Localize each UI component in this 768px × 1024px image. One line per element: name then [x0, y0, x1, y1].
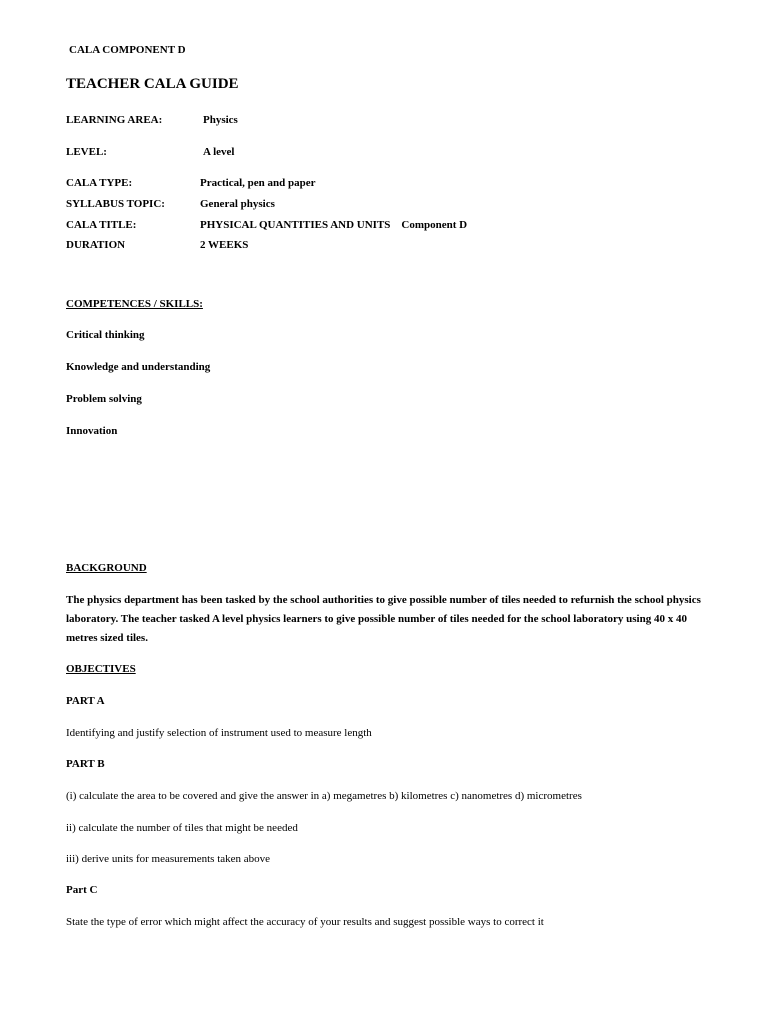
competences-heading: COMPETENCES / SKILLS: — [66, 298, 203, 310]
syllabus-topic-label: SYLLABUS TOPIC: — [66, 198, 165, 210]
part-b-item: iii) derive units for measurements taken above — [66, 853, 271, 865]
duration-value: 2 WEEKS — [200, 239, 249, 251]
learning-area-label: LEARNING AREA: — [66, 114, 163, 126]
objectives-heading: OBJECTIVES — [66, 663, 136, 675]
cala-type-label: CALA TYPE: — [66, 177, 133, 189]
level-value: A level — [203, 146, 235, 158]
competence-item: Innovation — [66, 425, 118, 437]
part-b-item: ii) calculate the number of tiles that might be needed — [66, 822, 298, 834]
syllabus-topic-value: General physics — [200, 198, 275, 210]
part-c-heading: Part C — [66, 884, 98, 896]
cala-title-label: CALA TITLE: — [66, 219, 137, 231]
level-label: LEVEL: — [66, 146, 107, 158]
part-a-text: Identifying and justify selection of instrument used to measure length — [66, 727, 372, 739]
cala-type-value: Practical, pen and paper — [200, 177, 316, 189]
background-paragraph: The physics department has been tasked by the school authorities to give possible number of tiles needed to refurnish the school physics laboratory. The teacher tasked A level physics learners to give possible number of tiles needed for the school laboratory using 40 x 40 metres sized tiles. — [66, 594, 701, 644]
competence-item: Knowledge and understanding — [66, 361, 211, 373]
learning-area-value: Physics — [203, 114, 238, 126]
page-title: TEACHER CALA GUIDE — [66, 76, 239, 92]
cala-title-value: PHYSICAL QUANTITIES AND UNITS Component D — [200, 219, 468, 231]
component-label: CALA COMPONENT D — [69, 44, 186, 56]
part-c-text: State the type of error which might affect the accuracy of your results and suggest possible ways to correct it — [66, 916, 544, 928]
part-b-heading: PART B — [66, 758, 105, 770]
background-heading: BACKGROUND — [66, 562, 147, 574]
competence-item: Critical thinking — [66, 329, 145, 341]
part-a-heading: PART A — [66, 695, 105, 707]
part-b-item: (i) calculate the area to be covered and give the answer in a) megametres b) kilometres c) nanometres d) micrometres — [66, 790, 582, 802]
competence-item: Problem solving — [66, 393, 142, 405]
duration-label: DURATION — [66, 239, 126, 251]
